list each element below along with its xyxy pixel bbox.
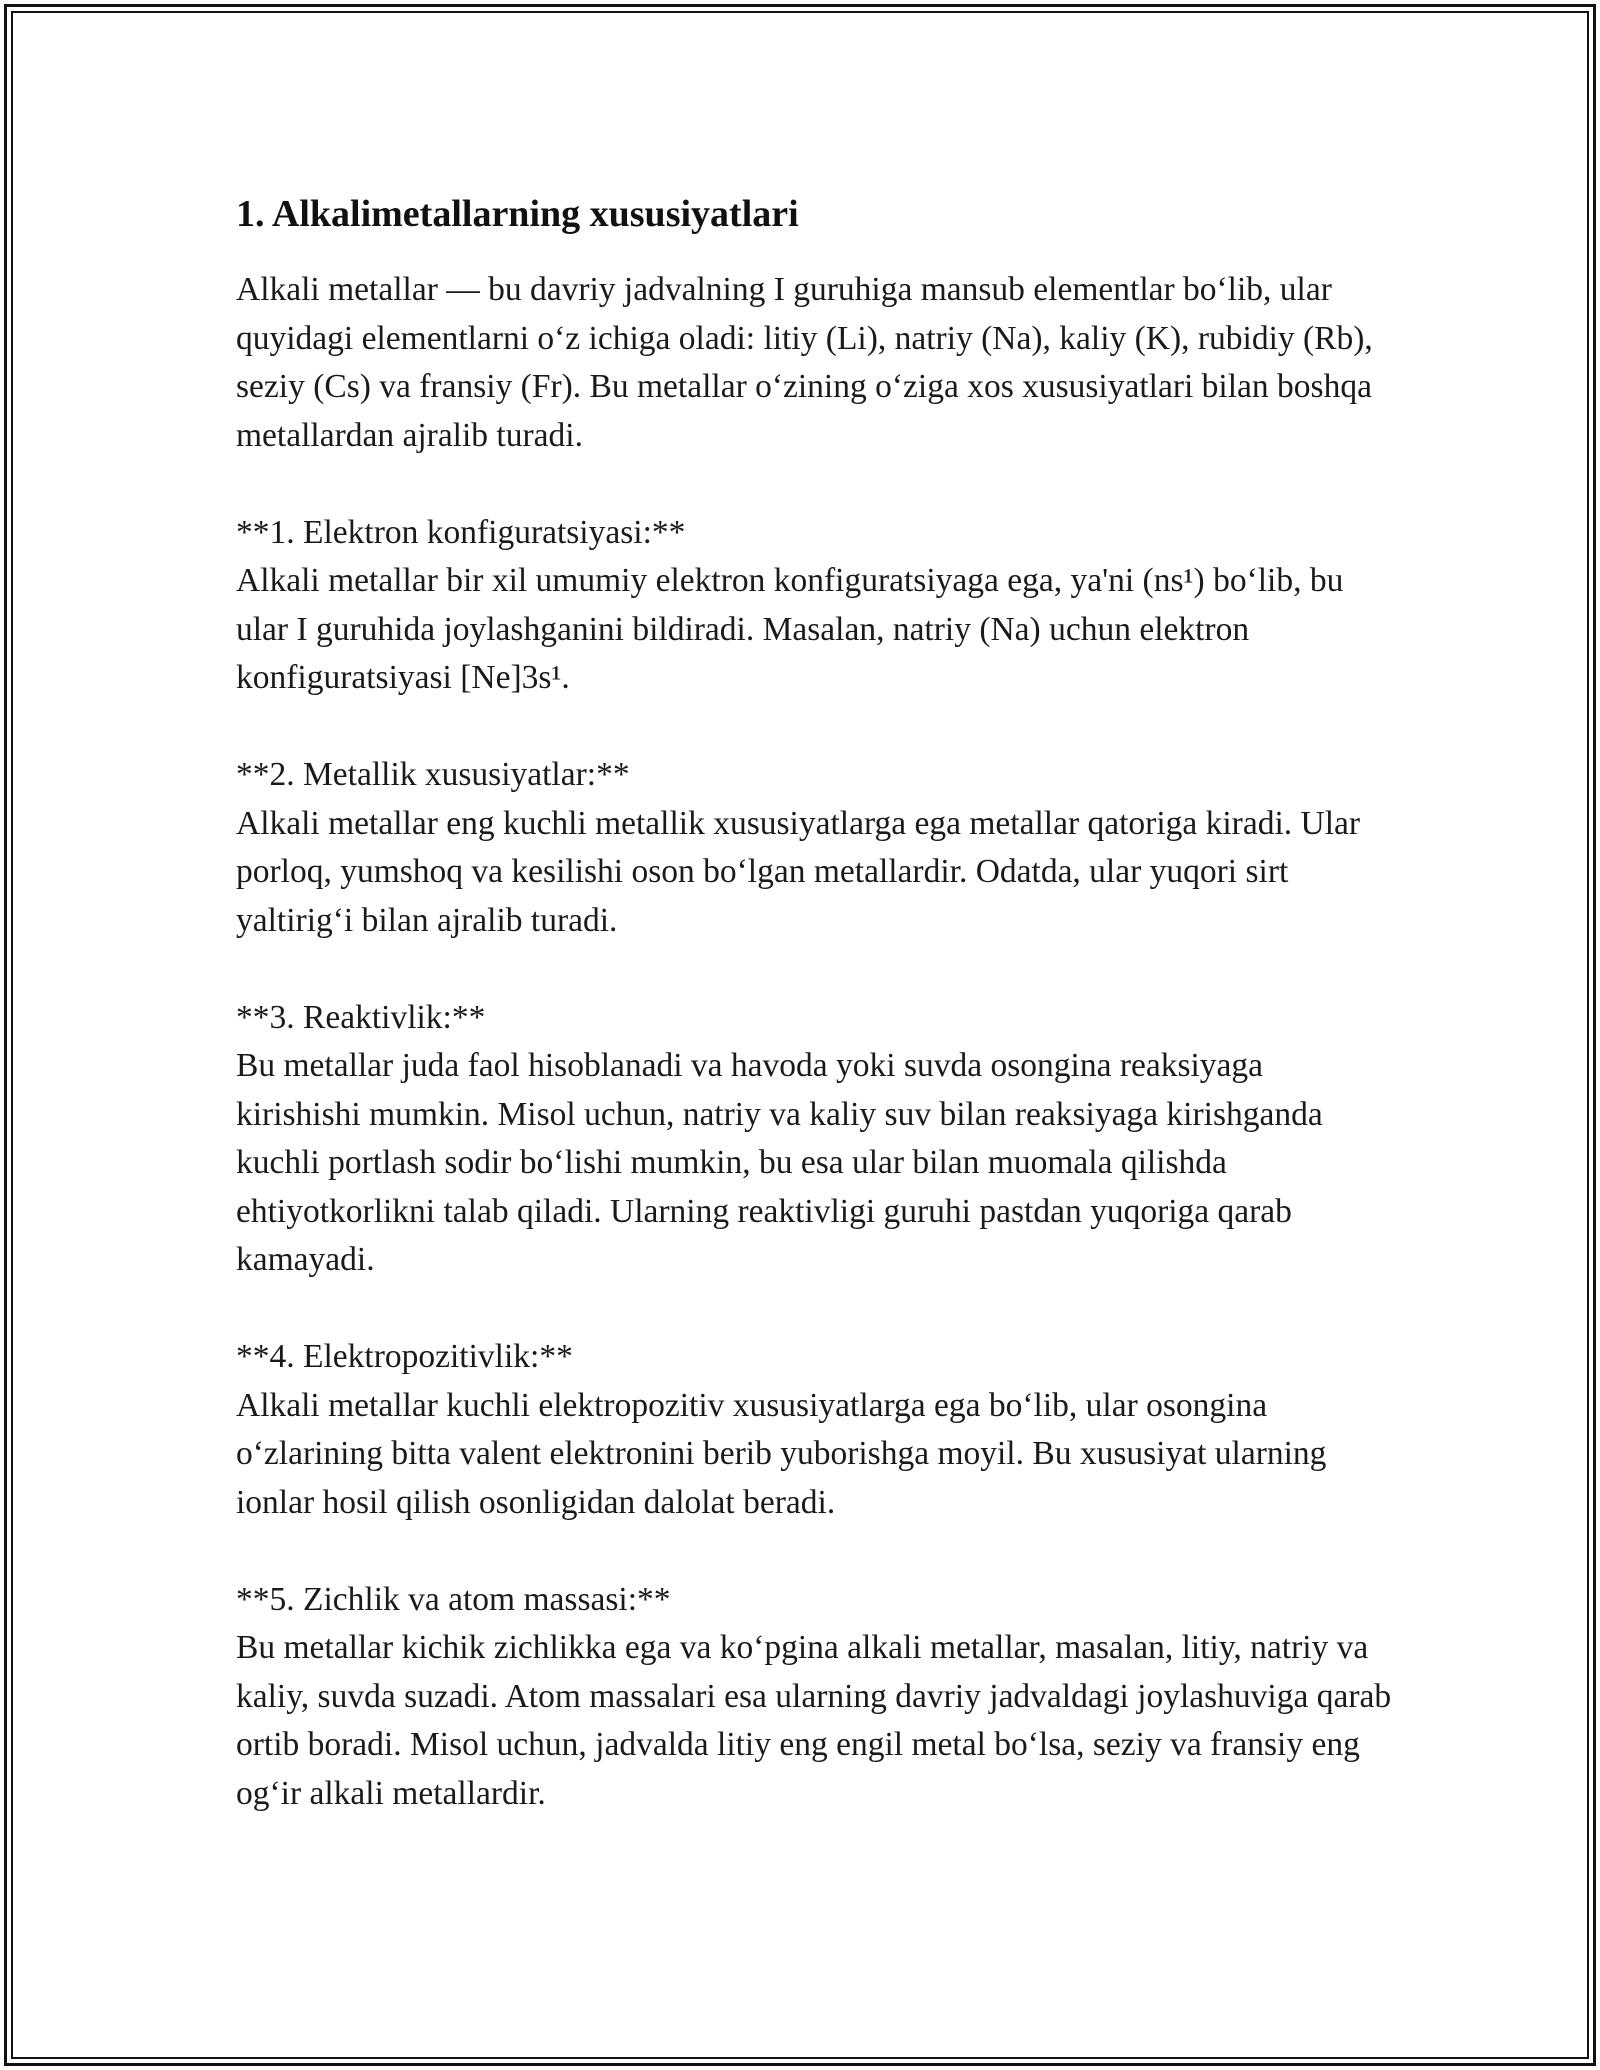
section-body: Alkali metallar eng kuchli metallik xususiyatlarga ega metallar qatoriga kiradi. Ular porloq, yumshoq va kesilishi oson bo‘lgan metallardir. Odatda, ular yuqori sirt yaltirig‘i bilan ajralib turadi. bbox=[236, 804, 1361, 939]
section-electropositivity bbox=[236, 1333, 1396, 1527]
section-heading: **1. Elektron konfiguratsiyasi:** bbox=[236, 513, 686, 551]
section-reactivity bbox=[236, 994, 1396, 1285]
section-heading: **5. Zichlik va atom massasi:** bbox=[236, 1580, 671, 1618]
section-heading: **4. Elektropozitivlik:** bbox=[236, 1338, 573, 1375]
document-content bbox=[236, 188, 1396, 1818]
section-metallic-properties bbox=[236, 751, 1396, 945]
intro-paragraph: Alkali metallar — bu davriy jadvalning I guruhiga mansub elementlar bo‘lib, ular quyidagi elementlarni o‘z ichiga oladi: litiy (Li), natriy (Na), kaliy (K), rubidiy (Rb), seziy (Cs) va fransiy (Fr). Bu metallar o‘zining o‘ziga xos xususiyatlari bilan boshqa metallardan ajralib turadi. bbox=[236, 271, 1373, 454]
section-body: Alkali metallar kuchli elektropozitiv xususiyatlarga ega bo‘lib, ular osongina o‘zlarining bitta valent elektronini berib yuborishga moyil. Bu xususiyat ularning ionlar hosil qilish osonligidan dalolat beradi. bbox=[236, 1386, 1327, 1521]
section-heading: **3. Reaktivlik:** bbox=[236, 998, 486, 1036]
section-heading: **2. Metallik xususiyatlar:** bbox=[236, 756, 630, 793]
section-electron-configuration bbox=[236, 509, 1396, 703]
section-body: Bu metallar juda faol hisoblanadi va havoda yoki suvda osongina reaksiyaga kirishishi mumkin. Misol uchun, natriy va kaliy suv bilan reaksiyaga kirishganda kuchli portlash sodir bo‘lishi mumkin, bu esa ular bilan muomala qilishda ehtiyotkorlikni talab qiladi. Ularning reaktivligi guruhi pastdan yuqoriga qarab kamayadi. bbox=[236, 1047, 1323, 1278]
document-title: 1. Alkalimetallarning xususiyatlari bbox=[236, 193, 799, 235]
section-body: Bu metallar kichik zichlikka ega va ko‘pgina alkali metallar, masalan, litiy, natriy va kaliy, suvda suzadi. Atom massalari esa ularning davriy jadvaldagi joylashuviga qarab ortib boradi. Misol uchun, jadvalda litiy eng engil metal bo‘lsa, seziy va fransiy eng og‘ir alkali metallardir. bbox=[236, 1629, 1392, 1812]
section-density-atomic-mass bbox=[236, 1576, 1396, 1819]
section-body: Alkali metallar bir xil umumiy elektron konfiguratsiyaga ega, ya'ni (ns¹) bo‘lib, bu ular I guruhida joylashganini bildiradi. Masalan, natriy (Na) uchun elektron konfiguratsiyasi [Ne]3s¹. bbox=[236, 562, 1344, 696]
